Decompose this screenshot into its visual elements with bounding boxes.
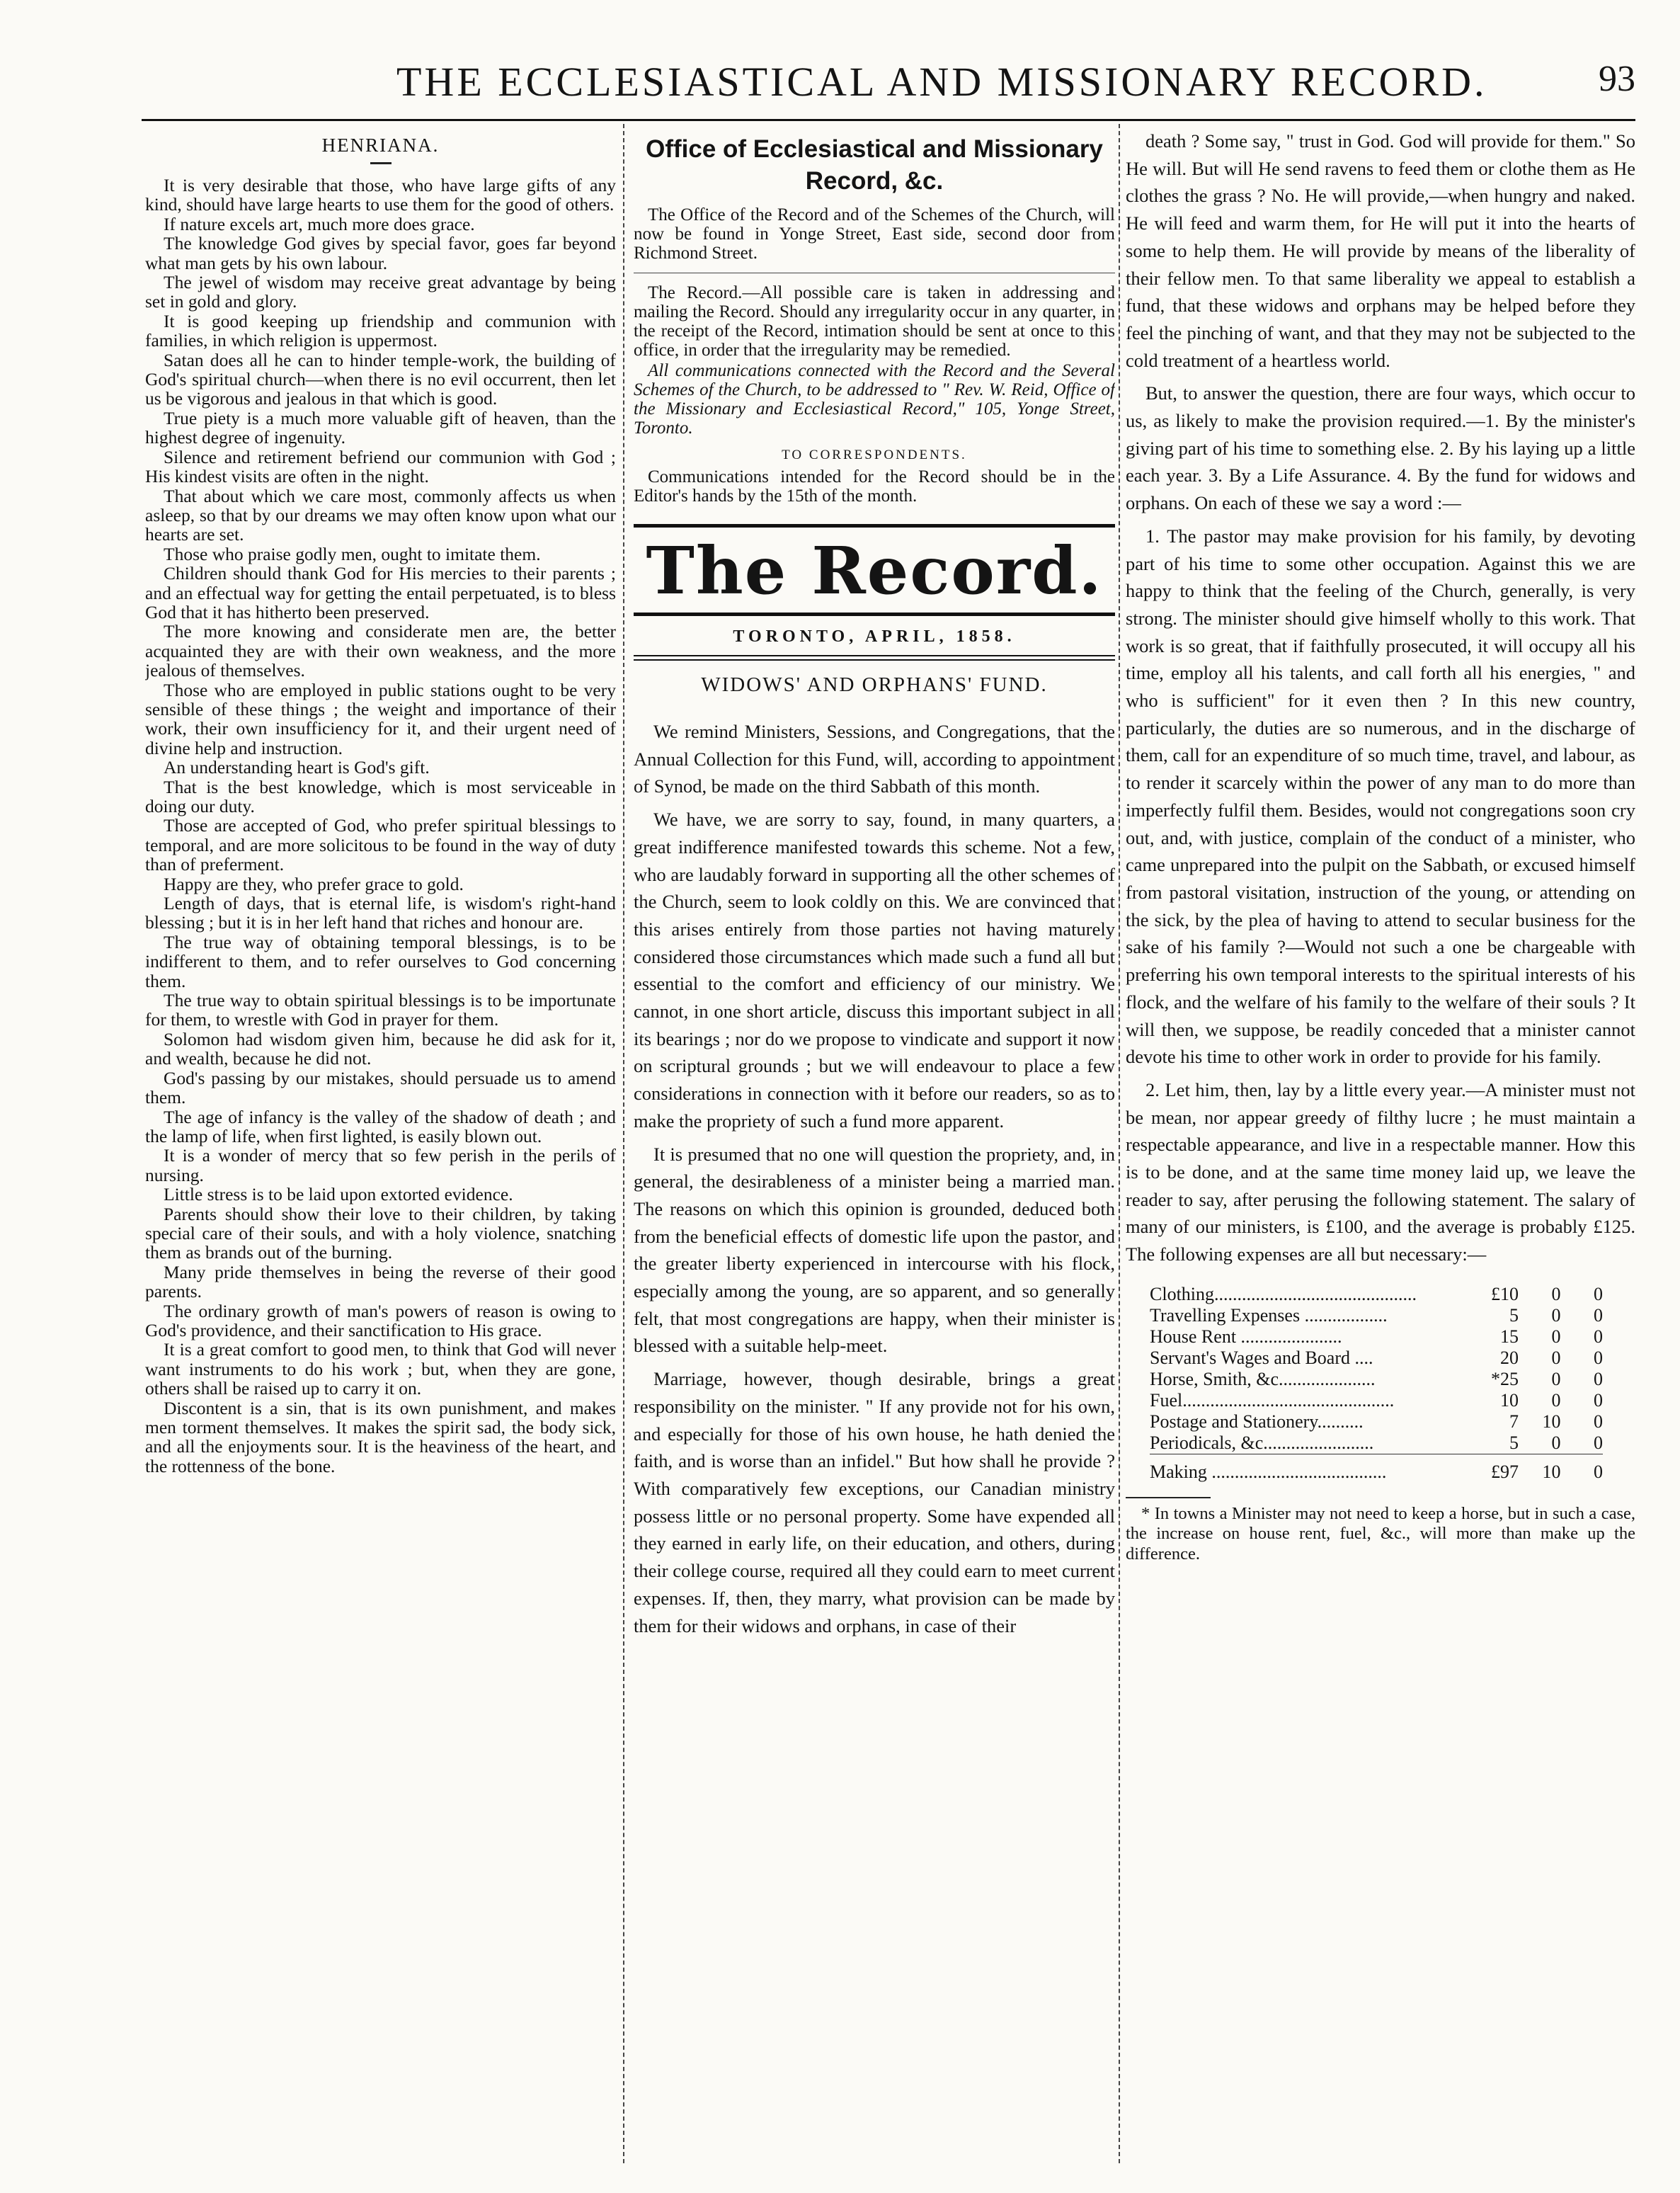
paragraph: death ? Some say, " trust in God. God will provide for them." So He will. But will He send ravens to feed them or clothe them as He clothes the grass ? No. He will provide,—when hungry and naked. He will feed and warm them, for He will put it into the hearts of some to help them. He will provide by means of the liberality of their fellow men. To that same liberality we appeal to establish a fund, that these widows and orphans may be helped before they feel the pinching of want, and that they may not be subjected to the cold treatment of a heartless world. <box>1126 130 1635 371</box>
expense-row <box>1150 1348 1603 1369</box>
masthead-rule <box>634 613 1115 616</box>
paragraph: Solomon had wisdom given him, because he did ask for it, and wealth, because he did not. <box>145 1028 616 1069</box>
expense-item: Servant's Wages and Board .... <box>1150 1347 1373 1368</box>
expense-pence: 0 <box>1594 1347 1603 1368</box>
expense-table <box>1150 1284 1603 1483</box>
expense-row <box>1150 1411 1603 1432</box>
office-heading: Office of Ecclesiastical and Missionary Record, &c. <box>646 135 1103 195</box>
expense-pounds: 5 <box>1509 1432 1519 1453</box>
total-rule <box>1150 1454 1603 1462</box>
paragraph: Happy are they, who prefer grace to gold. <box>164 873 464 894</box>
expense-pence: 0 <box>1594 1432 1603 1453</box>
correspondents-text: Communications intended for the Record should be in the Editor's hands by the 15th of the month. <box>634 467 1115 506</box>
paragraph: That about which we care most, commonly affects us when asleep, so that by our dreams we may often know upon what our hearts are set. <box>145 485 616 545</box>
expense-shillings: 0 <box>1551 1389 1561 1411</box>
paragraph: It is good keeping up friendship and communion with families, in which religion is uppermost. <box>145 310 616 351</box>
expense-shillings: 0 <box>1551 1304 1561 1326</box>
paragraph: It is a great comfort to good men, to think that God will never want instruments to do his work ; but, when they are gone, others shall be raised up to carry it on. <box>145 1339 616 1399</box>
expense-item: Clothing............................................ <box>1150 1283 1417 1304</box>
expense-pounds: 15 <box>1500 1326 1519 1347</box>
expense-row <box>1150 1369 1603 1390</box>
expense-row <box>1150 1326 1603 1348</box>
paragraph: But, to answer the question, there are four ways, which occur to us, as likely to make the provision required.—1. By the minister's giving part of his time to something else. 2. By his laying up a little each year. 3. By a Life Assurance. 4. By the fund for widows and orphans. On each of these we say a word :— <box>1126 382 1635 514</box>
paragraph: The ordinary growth of man's powers of reason is owing to God's providence, and their sanctification to His grace. <box>145 1300 616 1340</box>
masthead-title: The Record. <box>646 532 1103 609</box>
expense-item: Fuel.............................................. <box>1150 1389 1395 1411</box>
heading-rule <box>370 162 392 164</box>
paragraph: Children should thank God for His mercies to their parents ; and an effectual way for getting the entail perpetuated, is to bless God that it has hitherto been preserved. <box>145 563 616 622</box>
right-column <box>1126 127 1635 2131</box>
paragraph: 2. Let him, then, lay by a little every year.—A minister must not be mean, nor appear greedy of filthy lucre ; he must maintain a respectable appearance, and live in a respectable manner. How this is to be done, and at the same time money laid up, we leave the reader to say, after perusing the following statement. The salary of many of our ministers, is £100, and the average is probably £125. The following expenses are all but necessary:— <box>1126 1078 1635 1265</box>
expense-pence: 0 <box>1594 1461 1603 1482</box>
expense-pence: 0 <box>1594 1389 1603 1411</box>
paragraph: The jewel of wisdom may receive great advantage by being set in gold and glory. <box>145 272 616 312</box>
paragraph: We have, we are sorry to say, found, in many quarters, a great indifference manifested towards this scheme. Not a few, who are laudably forward in supporting all the other schemes of the Church, seem to look coldly on this. We are convinced that this arises entirely from those parties not having maturely considered those circumstances which made such a fund all but essential to the comfort and efficiency of our ministry. We cannot, in one short article, discuss this important subject in all its bearings ; nor do we propose to vindicate and support it now on scriptural grounds ; but we will endeavour to place a few considerations in connection with it before our readers, so as to make the propriety of such a fund more apparent. <box>634 809 1115 1132</box>
expense-pence: 0 <box>1594 1411 1603 1432</box>
paragraph: The true way of obtaining temporal blessings, is to be indifferent to them, and to refer ourselves to God concerning them. <box>145 931 616 991</box>
expense-pounds: *25 <box>1491 1368 1519 1389</box>
expense-item: Travelling Expenses .................. <box>1150 1304 1388 1326</box>
paragraph: That is the best knowledge, which is most serviceable in doing our duty. <box>145 776 616 816</box>
paragraph: We remind Ministers, Sessions, and Congregations, that the Annual Collection for this Fund, will, according to appointment of Synod, be made on the third Sabbath of this month. <box>634 721 1115 797</box>
column-divider <box>623 124 624 2163</box>
paragraph: Parents should show their love to their children, by taking special care of their souls, and with a holy violence, snatching them as brands out of the burning. <box>145 1203 616 1263</box>
expense-item: Making ...................................... <box>1150 1461 1387 1482</box>
paragraph: An understanding heart is God's gift. <box>164 757 430 778</box>
henriana-body <box>145 176 616 1476</box>
column-divider <box>1119 124 1120 2163</box>
page-number: 93 <box>1599 59 1635 99</box>
paragraph: The age of infancy is the valley of the shadow of death ; and the lamp of life, when first lighted, is easily blown out. <box>145 1106 616 1146</box>
publication-title: THE ECCLESIASTICAL AND MISSIONARY RECORD. <box>396 59 1487 105</box>
paragraph: 1. The pastor may make provision for his family, by devoting part of his time to some other occupation. Against this we are happy to think that the feeling of the Church, generally, is very strong. The minister should give himself wholly to this work. That work is so great, that if faithfully prosecuted, it will occupy all his time, employ all his talents, and call forth all his energies, " and who is sufficient" for it even then ? In this new country, particularly, the duties are so numerous, and in the discharge of them, call for an expenditure of so much time, travel, and labour, as to render it scarcely within the power of any man to do more than imperfectly fulfil them. Besides, would not congregations soon cry out, and, with justice, complain of the conduct of a minister, who came unprepared into the pulpit on the Sabbath, or excused himself from pastoral visitation, instruction of the young, or attending on the sick, by the plea of having to attend to secular business for the sake of his family ?—Would not such a one be chargeable with preferring his own temporal interests to the spiritual interests of his flock, and the welfare of his family to the welfare of their souls ? It will then, we suppose, be readily conceded that a minister cannot devote his time to other work in order to provide for his family. <box>1126 525 1635 1068</box>
expense-pence: 0 <box>1594 1304 1603 1326</box>
paragraph: Discontent is a sin, that is its own punishment, and makes men torment themselves. It makes the spirit sad, the body sick, and all the enjoyments sour. It is the heaviness of the heart, and the rottenness of the bone. <box>145 1397 616 1476</box>
paragraph: Silence and retirement befriend our communion with God ; His kindest visits are often in the night. <box>145 446 616 487</box>
paragraph: Those who praise godly men, ought to imitate them. <box>164 543 541 564</box>
expense-item: Postage and Stationery.......... <box>1150 1411 1364 1432</box>
expense-total-row <box>1150 1462 1603 1483</box>
paragraph: Length of days, that is eternal life, is wisdom's right-hand blessing ; but it is in her left hand that riches and honour are. <box>145 893 616 933</box>
correspondents-heading: TO CORRESPONDENTS. <box>782 448 967 462</box>
paragraph: The knowledge God gives by special favor, goes far beyond what man gets by his own labour. <box>145 233 616 273</box>
expense-row <box>1150 1305 1603 1326</box>
office-notice-box <box>634 133 1115 506</box>
paragraph: It is very desirable that those, who have large gifts of any kind, should have large hearts to use them for the good of others. <box>145 175 616 215</box>
page-header <box>142 58 1635 115</box>
paragraph: It is presumed that no one will question the propriety, and, in general, the desirableness of a minister being a married man. The reasons on which this opinion is grounded, deduced both from the beneficial effects of domestic life upon the pastor, and the greater liberty experienced in intercourse with his flock, especially among the young, are so apparent, and so generally felt, that most congregations are happy, when their minister is blessed with a suitable help-meet. <box>634 1143 1115 1357</box>
paragraph: Marriage, however, though desirable, brings a great responsibility on the minister. " If any provide not for his own, and especially for those of his own house, he hath denied the faith, and is worse than an infidel." But how shall he provide ? With comparatively few exceptions, our Canadian ministry possess little or no personal property. Some have expended all they earned in early life, on their education, and others, during their college course, required all they could earn to meet current expenses. If, then, they marry, what provision can be made by them for their widows and orphans, in case of their <box>634 1368 1115 1636</box>
dateline-rule <box>634 655 1115 656</box>
communications-notice: All communications connected with the Record and the Several Schemes of the Church, to be addressed to " Rev. W. Reid, Office of the Missionary and Ecclesiastical Record," 105, Yonge Street, Toronto. <box>634 361 1115 438</box>
expense-pence: 0 <box>1594 1283 1603 1304</box>
expense-pounds: £97 <box>1491 1461 1519 1482</box>
article-body-part1 <box>634 718 1115 1639</box>
paragraph: Satan does all he can to hinder temple-work, the building of God's spiritual church—when there is no evil occurrent, then let us be vigorous and jealous in that which is good. <box>145 349 616 409</box>
expense-shillings: 0 <box>1551 1368 1561 1389</box>
header-rule <box>142 119 1635 121</box>
expense-shillings: 10 <box>1542 1411 1561 1432</box>
article-body-part2 <box>1126 127 1635 1268</box>
expense-pounds: 20 <box>1500 1347 1519 1368</box>
expense-shillings: 0 <box>1551 1283 1561 1304</box>
paragraph: It is a wonder of mercy that so few perish in the perils of nursing. <box>145 1145 616 1185</box>
expense-item: Horse, Smith, &c..................... <box>1150 1368 1376 1389</box>
henriana-heading: HENRIANA. <box>321 135 440 156</box>
expense-row <box>1150 1432 1603 1454</box>
office-address-notice: The Office of the Record and of the Schemes of the Church, will now be found in Yonge Street, East side, second door from Richmond Street. <box>634 205 1115 263</box>
paragraph: Those who are employed in public stations ought to be very sensible of these things ; the weight and importance of their work, their own insufficiency for it, and their urgent need of divine help and instruction. <box>145 679 616 758</box>
expense-shillings: 10 <box>1542 1461 1561 1482</box>
expense-item: Periodicals, &c........................ <box>1150 1432 1374 1453</box>
article-heading: WIDOWS' AND ORPHANS' FUND. <box>701 673 1048 696</box>
footnote: * In towns a Minister may not need to keep a horse, but in such a case, the increase on house rent, fuel, &c., will more than make up the difference. <box>1126 1503 1635 1563</box>
expense-row <box>1150 1284 1603 1305</box>
paragraph: Many pride themselves in being the reverse of their good parents. <box>145 1261 616 1302</box>
expense-pounds: 7 <box>1509 1411 1519 1432</box>
paragraph: True piety is a much more valuable gift of heaven, than the highest degree of ingenuity. <box>145 407 616 448</box>
expense-shillings: 0 <box>1551 1326 1561 1347</box>
expense-pounds: £10 <box>1491 1283 1519 1304</box>
paragraph: God's passing by our mistakes, should persuade us to amend them. <box>145 1067 616 1108</box>
paragraph: Those are accepted of God, who prefer spiritual blessings to temporal, and are more solicitous to be found in the way of duty than of preferment. <box>145 815 616 875</box>
expense-pence: 0 <box>1594 1368 1603 1389</box>
expense-item: House Rent ...................... <box>1150 1326 1342 1347</box>
paragraph: The more knowing and considerate men are, the better acquainted they are with their own weakness, and the more jealous of themselves. <box>145 621 616 681</box>
henriana-column <box>145 127 616 2131</box>
expense-pounds: 10 <box>1500 1389 1519 1411</box>
expense-pence: 0 <box>1594 1326 1603 1347</box>
paragraph: Little stress is to be laid upon extorted evidence. <box>164 1184 513 1205</box>
record-delivery-notice: The Record.—All possible care is taken in addressing and mailing the Record. Should any irregularity occur in any quarter, in the receipt of the Record, intimation should be sent at once to this office, in order that the irregularity may be remedied. <box>634 283 1115 360</box>
footnote-rule <box>1126 1497 1211 1498</box>
expense-shillings: 0 <box>1551 1432 1561 1453</box>
expense-row <box>1150 1390 1603 1411</box>
expense-shillings: 0 <box>1551 1347 1561 1368</box>
paragraph: The true way to obtain spiritual blessings is to be importunate for them, to wrestle with God in prayer for them. <box>145 990 616 1030</box>
expense-pounds: 5 <box>1509 1304 1519 1326</box>
dateline: TORONTO, APRIL, 1858. <box>733 627 1016 646</box>
paragraph: If nature excels art, much more does grace. <box>164 213 475 234</box>
center-column <box>634 127 1115 2160</box>
masthead-rule <box>634 524 1115 528</box>
dateline-rule <box>634 659 1115 661</box>
